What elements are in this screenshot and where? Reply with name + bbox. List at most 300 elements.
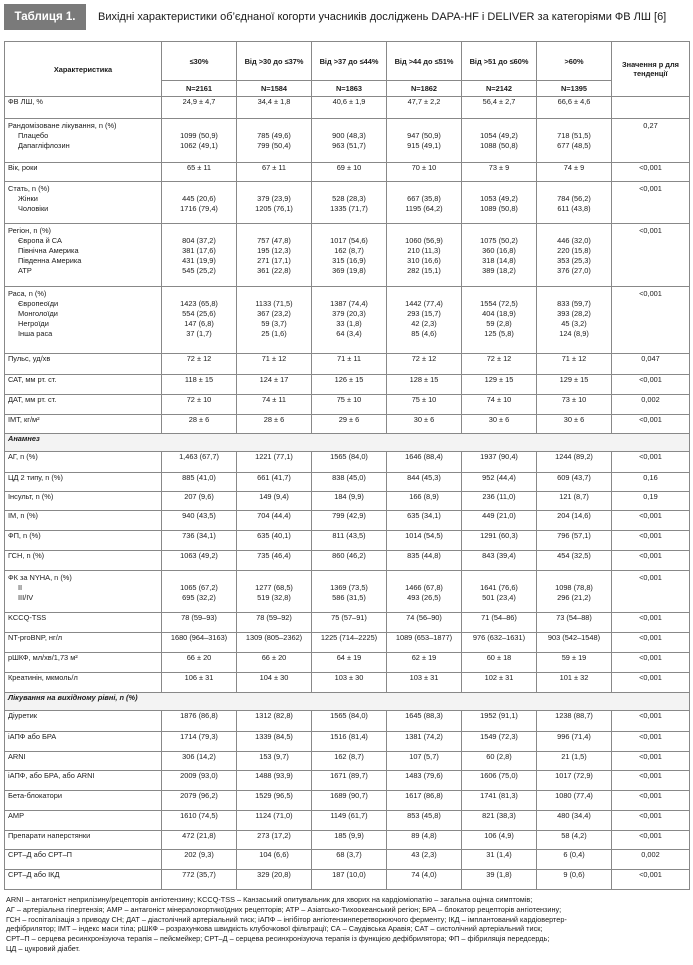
value-cell [237, 771, 312, 791]
value-cell [462, 870, 537, 890]
p-value-cell [612, 354, 690, 375]
footnote [6, 895, 689, 954]
p-value: <0,001 [639, 511, 662, 520]
value: 296 (21,2) [557, 593, 591, 602]
value-cell [387, 752, 462, 771]
table-row [5, 97, 690, 119]
value-cell [387, 870, 462, 890]
value-cell [462, 163, 537, 182]
table-row [5, 870, 690, 890]
value-cell [462, 97, 537, 119]
characteristic-cell [5, 473, 162, 492]
value-cell [237, 354, 312, 375]
p-value-cell [612, 831, 690, 850]
value-cell [237, 673, 312, 693]
value-cell [312, 415, 387, 434]
value-cell [462, 673, 537, 693]
value-cell [237, 653, 312, 673]
value [540, 226, 608, 236]
sample-size-cell: N=2161 [162, 81, 237, 97]
value: 379 (20,3) [332, 309, 366, 318]
value: 996 (71,4) [557, 732, 591, 741]
subcategory-label: II [18, 583, 23, 592]
p-value-cell [612, 551, 690, 571]
characteristic-label: ІМ, n (%) [8, 511, 38, 520]
p-value-cell [612, 511, 690, 531]
value-cell [312, 732, 387, 752]
value: 1054 (49,2) [480, 131, 518, 140]
value-cell [462, 771, 537, 791]
value: 318 (14,8) [482, 256, 516, 265]
value: 1335 (71,7) [330, 204, 368, 213]
value: 1529 (96,5) [255, 791, 293, 800]
value-cell [312, 771, 387, 791]
table-title: Вихідні характеристики об’єднаної когорти учасників досліджень DAPA-HF і DELIVER за категоріями ФВ ЛШ [6] [98, 11, 667, 23]
value-cell [162, 182, 237, 224]
value: 58 (4,2) [561, 831, 587, 840]
p-value-cell [612, 811, 690, 831]
table-row [5, 224, 690, 287]
value-cell [312, 492, 387, 511]
table-row [5, 571, 690, 613]
characteristic-cell [5, 633, 162, 653]
value: 70 ± 10 [411, 163, 437, 172]
value-cell [387, 395, 462, 415]
value: 704 (44,4) [257, 511, 291, 520]
value-cell [537, 771, 612, 791]
value: 1689 (90,7) [330, 791, 368, 800]
characteristic-cell [5, 375, 162, 395]
characteristic-cell [5, 752, 162, 771]
value-cell [237, 711, 312, 732]
p-value-cell [612, 870, 690, 890]
value: 124 ± 17 [259, 375, 289, 384]
subcategory-label: АТР [18, 266, 32, 275]
value-cell [462, 224, 537, 287]
value: 106 ± 31 [184, 673, 214, 682]
value-cell [162, 811, 237, 831]
value: 128 ± 15 [409, 375, 439, 384]
value: 501 (23,4) [482, 593, 516, 602]
value: 30 ± 6 [563, 415, 585, 424]
value [240, 184, 308, 194]
value: 107 (5,7) [409, 752, 439, 761]
value [240, 226, 308, 236]
value: 376 (27,0) [557, 266, 591, 275]
value: 72 ± 12 [486, 354, 512, 363]
characteristic-cell [5, 673, 162, 693]
header-row [5, 42, 690, 81]
characteristic-cell [5, 613, 162, 633]
value: 1606 (75,0) [480, 771, 518, 780]
characteristic-cell [5, 551, 162, 571]
value: 25 (1,6) [261, 329, 287, 338]
value: 60 ± 18 [486, 653, 512, 662]
value-cell [537, 375, 612, 395]
value [540, 573, 608, 583]
value: 519 (32,8) [257, 593, 291, 602]
p-value: <0,001 [639, 375, 662, 384]
characteristic-label: Пульс, уд/хв [8, 354, 51, 363]
value: 586 (31,5) [332, 593, 366, 602]
table-row [5, 771, 690, 791]
value: 129 ± 15 [484, 375, 514, 384]
value: 609 (43,7) [557, 473, 591, 482]
value-cell [462, 531, 537, 551]
value-cell [537, 831, 612, 850]
value: 1098 (78,8) [555, 583, 593, 592]
value: 59 ± 19 [561, 653, 587, 662]
value-cell [537, 287, 612, 354]
characteristic-label: Стать, n (%) [8, 184, 50, 193]
p-value: <0,001 [639, 673, 662, 682]
value: 121 (8,7) [559, 492, 589, 501]
value: 404 (18,9) [482, 309, 516, 318]
value: 34,4 ± 1,8 [257, 97, 291, 106]
characteristic-cell [5, 354, 162, 375]
value: 446 (32,0) [557, 236, 591, 245]
value [165, 573, 233, 583]
value: 1610 (74,5) [180, 811, 218, 820]
value: 952 (44,4) [482, 473, 516, 482]
value-cell [462, 732, 537, 752]
characteristic-label: Вік, роки [8, 163, 38, 172]
value-cell [462, 395, 537, 415]
value-cell [387, 119, 462, 163]
value: 940 (43,5) [182, 511, 216, 520]
value: 60 (2,8) [486, 752, 512, 761]
value: 74 ± 10 [486, 395, 512, 404]
value-cell [537, 711, 612, 732]
group-header: Від >37 до ≤44% [312, 42, 387, 81]
value-cell [162, 653, 237, 673]
characteristic-label: KCCQ-TSS [8, 613, 47, 622]
value: 635 (34,1) [407, 511, 441, 520]
p-value-cell [612, 287, 690, 354]
value: 75 ± 10 [411, 395, 437, 404]
value-cell [237, 850, 312, 870]
p-value: 0,047 [641, 354, 660, 363]
value: 545 (25,2) [182, 266, 216, 275]
value-cell [387, 771, 462, 791]
value: 271 (17,1) [257, 256, 291, 265]
value: 30 ± 6 [488, 415, 510, 424]
characteristic-label: ФК за NYHA, n (%) [8, 573, 72, 582]
value: 1075 (50,2) [480, 236, 518, 245]
value: 101 ± 32 [559, 673, 589, 682]
value: 68 (3,7) [336, 850, 362, 859]
value: 66,6 ± 4,6 [557, 97, 591, 106]
value: 118 ± 15 [184, 375, 214, 384]
value: 71 ± 12 [561, 354, 587, 363]
value [165, 184, 233, 194]
value-cell [312, 571, 387, 613]
value: 59 (2,8) [486, 319, 512, 328]
value-cell [162, 163, 237, 182]
value-cell [462, 831, 537, 850]
value-cell [312, 831, 387, 850]
characteristic-label: СРТ–Д або ІКД [8, 870, 60, 879]
subcategory-label: III/IV [18, 593, 34, 602]
value-cell [237, 287, 312, 354]
value-cell [462, 850, 537, 870]
value: 102 ± 31 [484, 673, 514, 682]
value [390, 289, 458, 299]
value-cell [537, 492, 612, 511]
p-value: <0,001 [639, 613, 662, 622]
p-value-cell [612, 182, 690, 224]
value-cell [312, 752, 387, 771]
group-header: Від >30 до ≤37% [237, 42, 312, 81]
value-cell [312, 811, 387, 831]
value [315, 573, 383, 583]
value-cell [537, 182, 612, 224]
sample-size-cell: N=1584 [237, 81, 312, 97]
p-value: <0,001 [639, 184, 662, 193]
sample-size-cell: N=2142 [462, 81, 537, 97]
value [390, 184, 458, 194]
value-cell [462, 633, 537, 653]
characteristic-label: Діуретик [8, 711, 37, 720]
value: 1339 (84,5) [255, 732, 293, 741]
value: 103 ± 30 [334, 673, 364, 682]
characteristic-label: Раса, n (%) [8, 289, 47, 298]
p-value: <0,001 [639, 226, 662, 235]
value: 493 (26,5) [407, 593, 441, 602]
value: 74 (4,0) [411, 870, 437, 879]
value: 1014 (54,5) [405, 531, 443, 540]
value-cell [237, 791, 312, 811]
value: 449 (21,0) [482, 511, 516, 520]
subcategory-label: Жінки [18, 194, 38, 203]
value: 43 (2,3) [411, 850, 437, 859]
value-cell [237, 613, 312, 633]
value [315, 289, 383, 299]
value: 1221 (77,1) [255, 452, 293, 461]
value [540, 121, 608, 131]
value-cell [162, 791, 237, 811]
table-row [5, 182, 690, 224]
group-header: Від >51 до ≤60% [462, 42, 537, 81]
value: 757 (47,8) [257, 236, 291, 245]
value-cell [162, 850, 237, 870]
p-value-cell [612, 673, 690, 693]
value: 360 (16,8) [482, 246, 516, 255]
value [165, 289, 233, 299]
value: 162 (8,7) [334, 246, 364, 255]
value: 838 (45,0) [332, 473, 366, 482]
characteristic-label: ДАТ, мм рт. ст. [8, 395, 57, 404]
sample-size-cell: N=1863 [312, 81, 387, 97]
p-value: 0,002 [641, 850, 660, 859]
table-row [5, 354, 690, 375]
value-cell [387, 850, 462, 870]
p-value: <0,001 [639, 771, 662, 780]
value: 125 (5,8) [484, 329, 514, 338]
value [390, 226, 458, 236]
value: 1565 (84,0) [330, 452, 368, 461]
value-cell [312, 791, 387, 811]
value-cell [237, 551, 312, 571]
value-cell [162, 771, 237, 791]
value-cell [237, 182, 312, 224]
value: 166 (8,9) [409, 492, 439, 501]
value: 85 (4,6) [411, 329, 437, 338]
value-cell [387, 811, 462, 831]
p-value-cell [612, 571, 690, 613]
value: 73 ± 9 [488, 163, 510, 172]
value: 1225 (714–2225) [320, 633, 378, 642]
value: 1381 (74,2) [405, 732, 443, 741]
section-title: Анамнез [5, 434, 690, 452]
value: 273 (17,2) [257, 831, 291, 840]
value-cell [312, 711, 387, 732]
subcategory-label: Європа й СА [18, 236, 62, 245]
value: 835 (44,8) [407, 551, 441, 560]
table-title-bar [0, 0, 693, 34]
characteristic-label: Інсульт, n (%) [8, 492, 54, 501]
value: 1089 (653–1877) [395, 633, 453, 642]
p-value-column-header: Значення р для тенденції [612, 42, 690, 97]
value: 66 ± 20 [261, 653, 287, 662]
value: 78 (59–92) [256, 613, 292, 622]
value-cell [537, 811, 612, 831]
characteristic-label: СРТ–Д або СРТ–П [8, 850, 72, 859]
value-cell [312, 633, 387, 653]
table-row [5, 492, 690, 511]
value: 611 (43,8) [557, 204, 591, 213]
p-value-cell [612, 375, 690, 395]
table-row [5, 163, 690, 182]
value: 103 ± 31 [409, 673, 439, 682]
value: 1442 (77,4) [405, 299, 443, 308]
value: 1645 (88,3) [405, 711, 443, 720]
value-cell [387, 633, 462, 653]
value-cell [387, 551, 462, 571]
value: 1423 (65,8) [180, 299, 218, 308]
value-cell [387, 492, 462, 511]
value: 833 (59,7) [557, 299, 591, 308]
footnote-line: ЦД – цукровий діабет. [6, 943, 81, 953]
value: 381 (17,6) [182, 246, 216, 255]
value: 1565 (84,0) [330, 711, 368, 720]
p-value: <0,001 [639, 289, 662, 298]
value: 1017 (54,6) [330, 236, 368, 245]
p-value-cell [612, 633, 690, 653]
subcategory-label: Інша раса [18, 329, 53, 338]
value: 445 (20,6) [182, 194, 216, 203]
characteristic-cell [5, 97, 162, 119]
value: 1488 (93,9) [255, 771, 293, 780]
characteristic-label: іАПФ або БРА [8, 732, 57, 741]
value-cell [312, 97, 387, 119]
p-value: <0,001 [639, 163, 662, 172]
characteristic-cell [5, 119, 162, 163]
value: 1,463 (67,7) [179, 452, 219, 461]
value-cell [312, 613, 387, 633]
value-cell [462, 613, 537, 633]
value-cell [387, 531, 462, 551]
value-cell [237, 531, 312, 551]
value-cell [462, 492, 537, 511]
value: 736 (34,1) [182, 531, 216, 540]
value-cell [162, 531, 237, 551]
table-row [5, 395, 690, 415]
characteristic-cell [5, 287, 162, 354]
subcategory-label: Європеоїди [18, 299, 59, 308]
table-row [5, 850, 690, 870]
value: 104 (6,6) [259, 850, 289, 859]
value: 1937 (90,4) [480, 452, 518, 461]
value: 28 ± 6 [263, 415, 285, 424]
value: 431 (19,9) [182, 256, 216, 265]
value-cell [462, 653, 537, 673]
value-cell [237, 473, 312, 492]
value-cell [312, 511, 387, 531]
characteristic-label: ФП, n (%) [8, 531, 41, 540]
value: 963 (51,7) [332, 141, 366, 150]
characteristic-cell [5, 811, 162, 831]
value-cell [312, 551, 387, 571]
value-cell [237, 811, 312, 831]
characteristic-label: ФВ ЛШ, % [8, 97, 43, 106]
value: 1124 (71,0) [255, 811, 293, 820]
value: 162 (8,7) [334, 752, 364, 761]
characteristic-cell [5, 415, 162, 434]
value: 78 (59–93) [181, 613, 217, 622]
value: 2079 (96,2) [180, 791, 218, 800]
value: 30 ± 6 [413, 415, 435, 424]
value: 900 (48,3) [332, 131, 366, 140]
section-header-row [5, 434, 690, 452]
characteristic-label: Рандомізоване лікування, n (%) [8, 121, 117, 130]
value: 1080 (77,4) [555, 791, 593, 800]
value: 784 (56,2) [557, 194, 591, 203]
characteristic-label: ГСН, n (%) [8, 551, 45, 560]
value-cell [537, 850, 612, 870]
characteristic-label: ІМТ, кг/м² [8, 415, 40, 424]
value: 1387 (74,4) [330, 299, 368, 308]
value [165, 121, 233, 131]
value: 1205 (76,1) [255, 204, 293, 213]
value-cell [237, 395, 312, 415]
value-cell [462, 511, 537, 531]
characteristic-cell [5, 571, 162, 613]
value-cell [162, 473, 237, 492]
value: 1291 (60,3) [480, 531, 518, 540]
characteristic-label: Регіон, n (%) [8, 226, 52, 235]
value-cell [462, 752, 537, 771]
value: 74 ± 9 [563, 163, 585, 172]
value: 1369 (73,5) [330, 583, 368, 592]
p-value: <0,001 [639, 633, 662, 642]
value: 1099 (50,9) [180, 131, 218, 140]
value: 785 (49,6) [257, 131, 291, 140]
value [465, 226, 533, 236]
characteristic-label: Бета-блокатори [8, 791, 62, 800]
characteristic-cell [5, 492, 162, 511]
value: 885 (41,0) [182, 473, 216, 482]
value-cell [312, 473, 387, 492]
value-cell [237, 732, 312, 752]
p-value-cell [612, 163, 690, 182]
value-cell [162, 551, 237, 571]
characteristic-label: NT-proBNP, нг/л [8, 633, 63, 642]
value-cell [462, 551, 537, 571]
characteristic-cell [5, 732, 162, 752]
value-cell [537, 415, 612, 434]
value-cell [237, 511, 312, 531]
